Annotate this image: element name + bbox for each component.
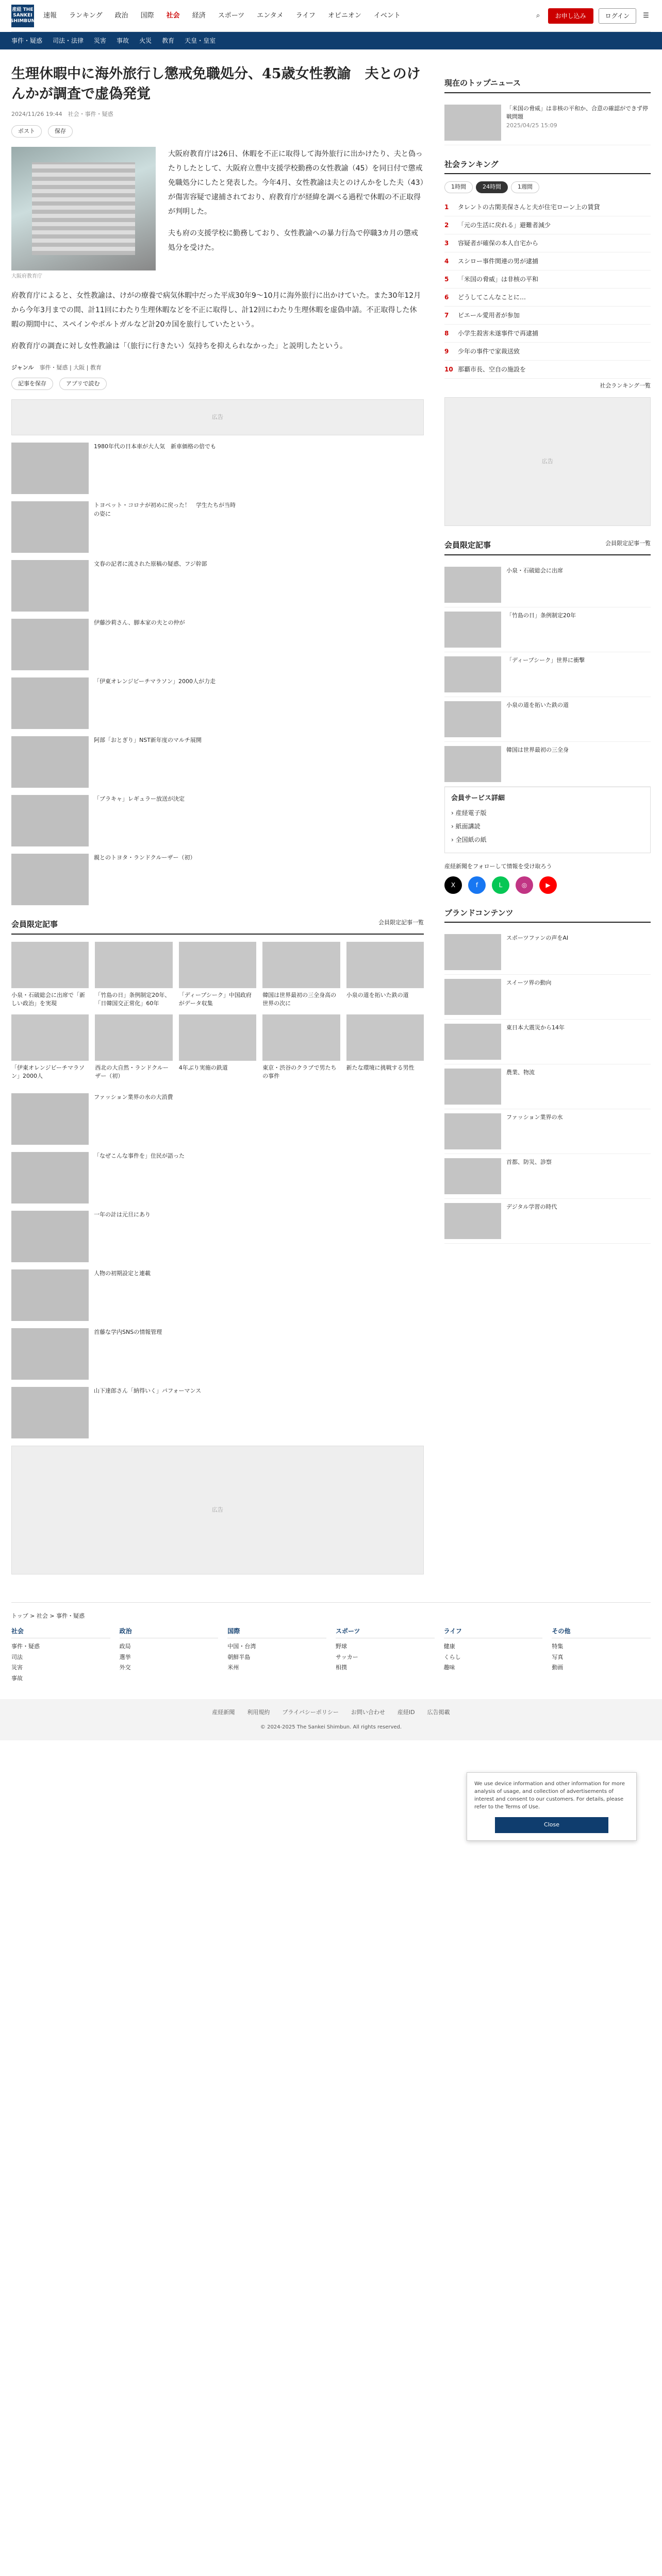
side-members-header: 会員限定記事 会員限定記事一覧 [444, 539, 651, 555]
member-card[interactable] [95, 942, 172, 1008]
facebook-icon[interactable]: f [468, 876, 486, 894]
article-paragraph: 大阪府教育庁は26日、休暇を不正に取得して海外旅行に出かけたり、夫と偽ったりしたとして、大阪府立豊中支援学校勤務の女性教諭（45）を同日付で懲戒免職処分にしたと発表した。今年4月、女性教諭は夫とのけんかをした夫（43）が傷害容疑で逮捕されており、府教育庁が経緯を調べる過程で休暇の不正取得が判明した。 [168, 150, 424, 216]
brand-item[interactable] [444, 975, 651, 1020]
menu-icon[interactable]: ☰ [643, 11, 649, 20]
recommend-thumb [11, 795, 89, 846]
instagram-icon[interactable]: ◎ [516, 876, 533, 894]
member-thumb [95, 1014, 172, 1061]
ranking-list [444, 198, 651, 379]
related-item[interactable] [11, 1211, 238, 1262]
member-card[interactable] [95, 1014, 172, 1081]
cookie-banner [467, 1772, 637, 1841]
brand-thumb [444, 934, 501, 970]
brand-title: スポーツファンの声をAI [506, 935, 569, 941]
rank-number: 4 [444, 257, 449, 265]
side-member-thumb [444, 701, 501, 737]
subnav-item[interactable]: 教育 [162, 37, 175, 44]
related-thumb [11, 1387, 89, 1438]
brand-thumb [444, 1158, 501, 1194]
rank-title: 小学生殺害未遂事件で再逮捕 [458, 329, 539, 337]
recommend-thumb [11, 560, 89, 612]
footer-col [552, 1626, 651, 1684]
site-header [0, 0, 662, 49]
rank-title: 那覇市長、空自の施設を [458, 365, 526, 373]
recommend-thumb [11, 677, 89, 729]
member-title: 4年ぶり実施の鉄道 [178, 1064, 228, 1071]
subnav-item[interactable]: 火災 [139, 37, 152, 44]
rank-number: 2 [444, 221, 449, 229]
members-more-link[interactable]: 会員限定記事一覧 [378, 919, 424, 926]
recommend-title: 文春の記者に流された原稿の疑惑、フジ幹部 [94, 561, 207, 568]
footer-col-heading[interactable]: 社会 [11, 1626, 110, 1638]
recommend-title: 「伊東オレンジビーチマラソン」2000人が力走 [94, 678, 216, 685]
related-title: 山下達郎さん「納得いく」パフォーマンス [94, 1387, 202, 1394]
site-logo[interactable]: 産経 THE SANKEI SHIMBUN [11, 5, 34, 27]
nav-item[interactable]: 国際 [140, 11, 154, 20]
nav-item[interactable]: 経済 [192, 11, 206, 20]
side-member-thumb [444, 567, 501, 603]
member-title: 「竹島の日」条例制定20年、「日韓国交正常化」60年 [95, 991, 171, 1007]
side-member-item[interactable] [444, 607, 651, 652]
related-title: ファッション業界の水の大消費 [94, 1093, 173, 1100]
footer-link[interactable]: 写真 [552, 1653, 564, 1660]
member-card[interactable] [262, 1014, 340, 1081]
member-title: 「伊東オレンジビーチマラソン」2000人 [11, 1064, 85, 1080]
member-card[interactable] [346, 1014, 424, 1081]
bookmark-button[interactable]: 記事を保存 [11, 378, 53, 391]
member-title: 小泉・石破総会に出席で「新しい政治」を実現 [11, 991, 85, 1007]
rank-number: 5 [444, 275, 449, 283]
save-button[interactable]: 保存 [48, 125, 73, 138]
service-item[interactable]: › 産経電子版 [451, 809, 487, 817]
rank-title: スシロー事件関連の男が逮捕 [458, 257, 539, 265]
ranking-item[interactable] [444, 325, 651, 343]
rank-number: 8 [444, 329, 449, 337]
tags-label: ジャンル [11, 364, 34, 371]
sidebar [444, 64, 651, 1582]
rank-title: タレントの古閑美保さんと夫が住宅ローン上の賃貸 [458, 203, 600, 211]
member-card[interactable] [262, 942, 340, 1008]
nav-item[interactable]: ランキング [69, 11, 103, 20]
member-title: 西北の大自然・ランドクルーザー（初） [95, 1064, 169, 1080]
subscribe-button[interactable]: お申し込み [548, 8, 593, 24]
ranking-item[interactable] [444, 307, 651, 325]
article-photo [11, 147, 156, 270]
footer-col [120, 1626, 219, 1684]
member-thumb [179, 1014, 256, 1061]
rank-number: 9 [444, 347, 449, 355]
brand-title: 東日本大震災から14年 [506, 1024, 565, 1031]
brand-thumb [444, 979, 501, 1015]
member-card[interactable] [179, 942, 256, 1008]
article-tags[interactable]: 事件・疑惑 | 大阪 | 教育 [39, 364, 102, 371]
footer-col-heading[interactable]: スポーツ [336, 1626, 435, 1638]
footer-link[interactable]: サッカー [336, 1653, 358, 1660]
brand-title: スイーツ界の動向 [506, 979, 552, 986]
footer-link[interactable]: 中国・台湾 [227, 1643, 256, 1650]
member-card[interactable] [11, 942, 89, 1008]
rank-title: どうしてこんなことに… [458, 293, 526, 301]
member-thumb [11, 942, 89, 988]
share-x-button[interactable]: ポスト [11, 125, 42, 138]
article-paragraph: 夫も府の支援学校に勤務しており、女性教諭への暴力行為で停職3カ月の懲戒処分を受けた。 [168, 229, 418, 252]
brand-thumb [444, 1113, 501, 1149]
top-news-item[interactable]: 「米国の脅威」は非核の平和か、合意の確認ができず停戦問題 2025/04/25 15:09 [444, 100, 651, 145]
article-category[interactable]: 社会・事件・疑惑 [68, 111, 113, 118]
member-thumb [346, 1014, 424, 1061]
cookie-close-button[interactable]: Close [495, 1817, 608, 1833]
footer-link[interactable]: 外交 [119, 1664, 131, 1671]
recommend-thumb [11, 619, 89, 670]
ranking-item[interactable] [444, 252, 651, 270]
footer-col [336, 1626, 435, 1684]
related-list [11, 1093, 238, 1438]
rank-number: 6 [444, 293, 449, 301]
recommend-item[interactable] [11, 854, 238, 905]
footer-bottom-link[interactable]: 産経ID [397, 1709, 415, 1716]
related-thumb [11, 1269, 89, 1321]
footer-bottom-link[interactable]: 広告掲載 [427, 1709, 450, 1716]
subnav-item[interactable]: 司法・法律 [53, 37, 84, 44]
member-title: 小泉の道を拓いた鉄の道 [346, 991, 409, 998]
rank-title: 少年の事件で家裁送致 [458, 347, 520, 355]
brand-title: デジタル学習の時代 [506, 1204, 557, 1210]
side-members-more[interactable]: 会員限定記事一覧 [605, 540, 651, 547]
brand-title: 農業、物流 [506, 1069, 535, 1076]
footer-breadcrumb[interactable]: トップ > 社会 > 事件・疑惑 [11, 1612, 85, 1619]
rank-title: 容疑者が確保の本人自宅から [458, 239, 539, 247]
follow-label: 産経新聞をフォローして情報を受け取ろう [444, 863, 552, 870]
recommend-item[interactable] [11, 501, 238, 553]
recommend-title: 伊藤沙莉さん、脚本家の夫との仲が [94, 619, 185, 626]
member-title: 東京・渋谷のクラブで男たちの事件 [262, 1064, 337, 1080]
related-thumb [11, 1152, 89, 1204]
side-member-item[interactable] [444, 563, 651, 607]
side-member-thumb [444, 656, 501, 692]
footer-link[interactable]: 司法 [11, 1653, 23, 1660]
member-title: 新たな環境に挑戦する男性 [346, 1064, 415, 1071]
members-section-header: 会員限定記事 会員限定記事一覧 [11, 919, 424, 935]
subnav-item[interactable]: 事件・疑惑 [11, 37, 43, 44]
article-date: 2024/11/26 19:44 [11, 111, 62, 118]
member-title: 「ディープシーク」中国政府がデータ収集 [178, 991, 252, 1007]
member-card[interactable] [346, 942, 424, 1008]
footer-col [227, 1626, 326, 1684]
ranking-item[interactable] [444, 270, 651, 289]
related-item[interactable] [11, 1387, 238, 1438]
sidebar-ad[interactable]: 広告 [444, 397, 651, 526]
sub-nav [0, 32, 662, 49]
brand-thumb [444, 1024, 501, 1060]
ranking-more-link[interactable]: 社会ランキング一覧 [600, 382, 651, 389]
footer-col [444, 1626, 543, 1684]
recommend-item[interactable] [11, 560, 238, 612]
member-thumb [179, 942, 256, 988]
ranking-item[interactable] [444, 289, 651, 307]
ranking-item[interactable] [444, 234, 651, 252]
brand-item[interactable] [444, 930, 651, 975]
related-item[interactable] [11, 1328, 238, 1380]
brand-header: ブランドコンテンツ [444, 907, 651, 923]
recommend-item[interactable] [11, 736, 238, 788]
footer-link[interactable]: 選挙 [119, 1653, 131, 1660]
related-item[interactable] [11, 1269, 238, 1321]
ad-banner[interactable]: 広告 [11, 399, 424, 435]
member-thumb [95, 942, 172, 988]
side-member-thumb [444, 612, 501, 648]
recommend-item[interactable] [11, 443, 238, 494]
ranking-header: 社会ランキング [444, 159, 651, 175]
ranking-tab[interactable]: 1週間 [511, 181, 539, 193]
nav-item[interactable]: エンタメ [257, 11, 284, 20]
related-title: 一年の計は元旦にあり [94, 1211, 151, 1218]
article-paragraph: 府教育庁によると、女性教諭は、けがの療養で病気休暇中だった平成30年9〜10月に海外旅行に出かけていた。また30年12月から今年3月までの間、計11回にわたり生理休暇などを不正に取得し、計12回にわたり生理休暇を虚偽申請。不正取得した休暇の期間中に、スペインやポルトガルなど計20カ国を旅行していたという。 [11, 292, 421, 329]
footer-link[interactable]: くらし [443, 1653, 461, 1660]
related-item[interactable] [11, 1093, 238, 1145]
article-title: 生理休暇中に海外旅行し懲戒免職処分、45歳女性教諭 夫とのけんかが調査で虚偽発覚 [11, 66, 421, 103]
login-button[interactable]: ログイン [599, 8, 636, 24]
side-member-title: 小泉の道を拓いた鉄の道 [506, 701, 569, 708]
ranking-tabs [444, 181, 651, 193]
brand-thumb [444, 1069, 501, 1105]
footer-link[interactable]: 災害 [11, 1664, 23, 1671]
footer-bottom-link[interactable]: 産経新聞 [212, 1709, 235, 1716]
subnav-item[interactable]: 事故 [117, 37, 129, 44]
ranking-tab[interactable]: 1時間 [444, 181, 473, 193]
side-members-list [444, 563, 651, 787]
footer-col-heading[interactable]: ライフ [444, 1626, 543, 1638]
ranking-item[interactable] [444, 361, 651, 379]
recommend-title: 阿部「おとぎり」NST新年度のマルチ展開 [94, 737, 202, 744]
brand-title: 首都、防災、診察 [506, 1159, 552, 1165]
side-member-title: 韓国は世界最初の三全身 [506, 746, 569, 753]
side-member-item[interactable] [444, 652, 651, 697]
nav-item[interactable]: 社会 [166, 11, 180, 20]
related-item[interactable] [11, 1152, 238, 1204]
recommend-item[interactable] [11, 677, 238, 729]
recommend-thumb [11, 854, 89, 905]
footer-link[interactable]: 野球 [336, 1643, 347, 1650]
side-member-thumb [444, 746, 501, 782]
x-icon[interactable]: X [444, 876, 462, 894]
footer-col [11, 1626, 110, 1684]
footer-link[interactable]: 政局 [119, 1643, 131, 1650]
related-thumb [11, 1211, 89, 1262]
site-footer [0, 1699, 662, 1740]
recommend-title: 「ブラキャ」レギュラー放送が決定 [94, 795, 185, 803]
search-icon[interactable]: ⌕ [536, 11, 540, 20]
top-news-header: 現在のトップニュース [444, 77, 651, 93]
rank-number: 10 [444, 365, 453, 373]
rank-title: 「元の生活に戻れる」避難者減少 [458, 221, 551, 229]
youtube-icon[interactable]: ▶ [539, 876, 557, 894]
rank-number: 3 [444, 239, 449, 247]
brand-item[interactable] [444, 1154, 651, 1199]
ranking-tab[interactable]: 24時間 [476, 181, 508, 193]
members-grid [11, 942, 424, 1081]
footer-nav [11, 1602, 651, 1684]
cookie-text: We use device information and other information for more analysis of usage, and collection of advertisements of interest and consent to our customers. For details, please refer to the Terms of Use. [474, 1781, 625, 1810]
side-member-title: 小泉・石破総会に出席 [506, 567, 563, 574]
footer-col-heading[interactable]: その他 [552, 1626, 651, 1638]
article-main [11, 64, 424, 1582]
footer-col-heading[interactable]: 政治 [120, 1626, 219, 1638]
footer-link[interactable]: 特集 [552, 1643, 564, 1650]
related-thumb [11, 1328, 89, 1380]
footer-link[interactable]: 事件・疑惑 [11, 1643, 40, 1650]
footer-link[interactable]: 朝鮮半島 [227, 1653, 251, 1660]
recommend-item[interactable] [11, 619, 238, 670]
brand-title: ファッション業界の水 [506, 1114, 563, 1121]
recommend-title: 親とのトヨタ・ランドクルーザー（初） [94, 854, 196, 861]
subnav-item[interactable]: 天皇・皇室 [185, 37, 216, 44]
nav-item[interactable]: 政治 [114, 11, 128, 20]
rank-number: 7 [444, 311, 449, 319]
related-title: 人物の初期設定と連載 [94, 1269, 151, 1277]
service-item[interactable]: › 紙面講読 [451, 823, 481, 830]
rank-title: 「米国の脅威」は非核の平和 [458, 275, 539, 283]
recommend-title: 1980年代の日本車が大人気 新車価格の倍でも [94, 443, 216, 450]
recommend-thumb [11, 736, 89, 788]
recommend-thumb [11, 501, 89, 553]
nav-item[interactable]: スポーツ [218, 11, 245, 20]
app-button[interactable]: アプリで読む [59, 378, 107, 391]
footer-bottom-link[interactable]: プライバシーポリシー [282, 1709, 339, 1716]
footer-link[interactable]: 健康 [443, 1643, 455, 1650]
recommend-list [11, 443, 238, 905]
brand-list [444, 930, 651, 1244]
subnav-item[interactable]: 災害 [94, 37, 107, 44]
side-member-item[interactable] [444, 742, 651, 787]
member-card[interactable] [179, 1014, 256, 1081]
brand-item[interactable] [444, 1020, 651, 1064]
global-nav [43, 9, 401, 23]
related-title: 「なぜこんな事件を」住民が語った [94, 1152, 185, 1159]
member-thumb [262, 1014, 340, 1061]
member-thumb [346, 942, 424, 988]
ranking-item[interactable] [444, 343, 651, 361]
recommend-item[interactable] [11, 795, 238, 846]
ad-block[interactable]: 広告 [11, 1446, 424, 1574]
brand-item[interactable] [444, 1199, 651, 1244]
brand-item[interactable] [444, 1109, 651, 1154]
recommend-thumb [11, 443, 89, 494]
footer-link[interactable]: 趣味 [443, 1664, 455, 1671]
copyright: © 2024-2025 The Sankei Shimbun. All rights reserved. [260, 1724, 402, 1730]
rank-number: 1 [444, 203, 449, 211]
footer-link[interactable]: 事故 [11, 1674, 23, 1682]
nav-item[interactable]: 速報 [43, 11, 57, 20]
ranking-item[interactable] [444, 216, 651, 234]
footer-link[interactable]: 米州 [227, 1664, 239, 1671]
side-member-title: 「竹島の日」条例制定20年 [506, 612, 576, 619]
brand-item[interactable] [444, 1064, 651, 1109]
nav-item[interactable]: オピニオン [327, 11, 361, 20]
line-icon[interactable]: L [492, 876, 509, 894]
footer-bottom-link[interactable]: 利用規約 [247, 1709, 270, 1716]
member-thumb [262, 942, 340, 988]
nav-item[interactable]: ライフ [295, 11, 316, 20]
photo-caption: 大阪府教育庁 [11, 274, 42, 280]
side-member-item[interactable] [444, 697, 651, 742]
footer-link[interactable]: 相撲 [336, 1664, 347, 1671]
member-thumb [11, 1014, 89, 1061]
nav-item[interactable]: イベント [373, 11, 401, 20]
related-title: 首藤な学内SNSの情報管理 [94, 1328, 162, 1335]
article-paragraph: 府教育庁の調査に対し女性教諭は「（旅行に行きたい）気持ちを抑えられなかった」と説明したという。 [11, 342, 347, 351]
footer-link[interactable]: 動画 [552, 1664, 564, 1671]
service-box: 会員サービス詳細 › 産経電子版 › 紙面講読 › 全国紙の紙 [444, 787, 651, 854]
member-card[interactable] [11, 1014, 89, 1081]
member-title: 韓国は世界最初の三全身高の世界の次に [262, 991, 337, 1007]
recommend-title: トヨペット・コロナが初めに戻った！ 学生たちが当時の姿に [94, 502, 236, 517]
service-item[interactable]: › 全国紙の紙 [451, 836, 487, 843]
brand-thumb [444, 1203, 501, 1239]
rank-title: ビエール愛用者が参加 [458, 311, 520, 319]
side-member-title: 「ディープシーク」世界に衝撃 [506, 656, 585, 664]
footer-col-heading[interactable]: 国際 [227, 1626, 326, 1638]
footer-bottom-link[interactable]: お問い合わせ [351, 1709, 385, 1716]
related-thumb [11, 1093, 89, 1145]
ranking-item[interactable] [444, 198, 651, 216]
